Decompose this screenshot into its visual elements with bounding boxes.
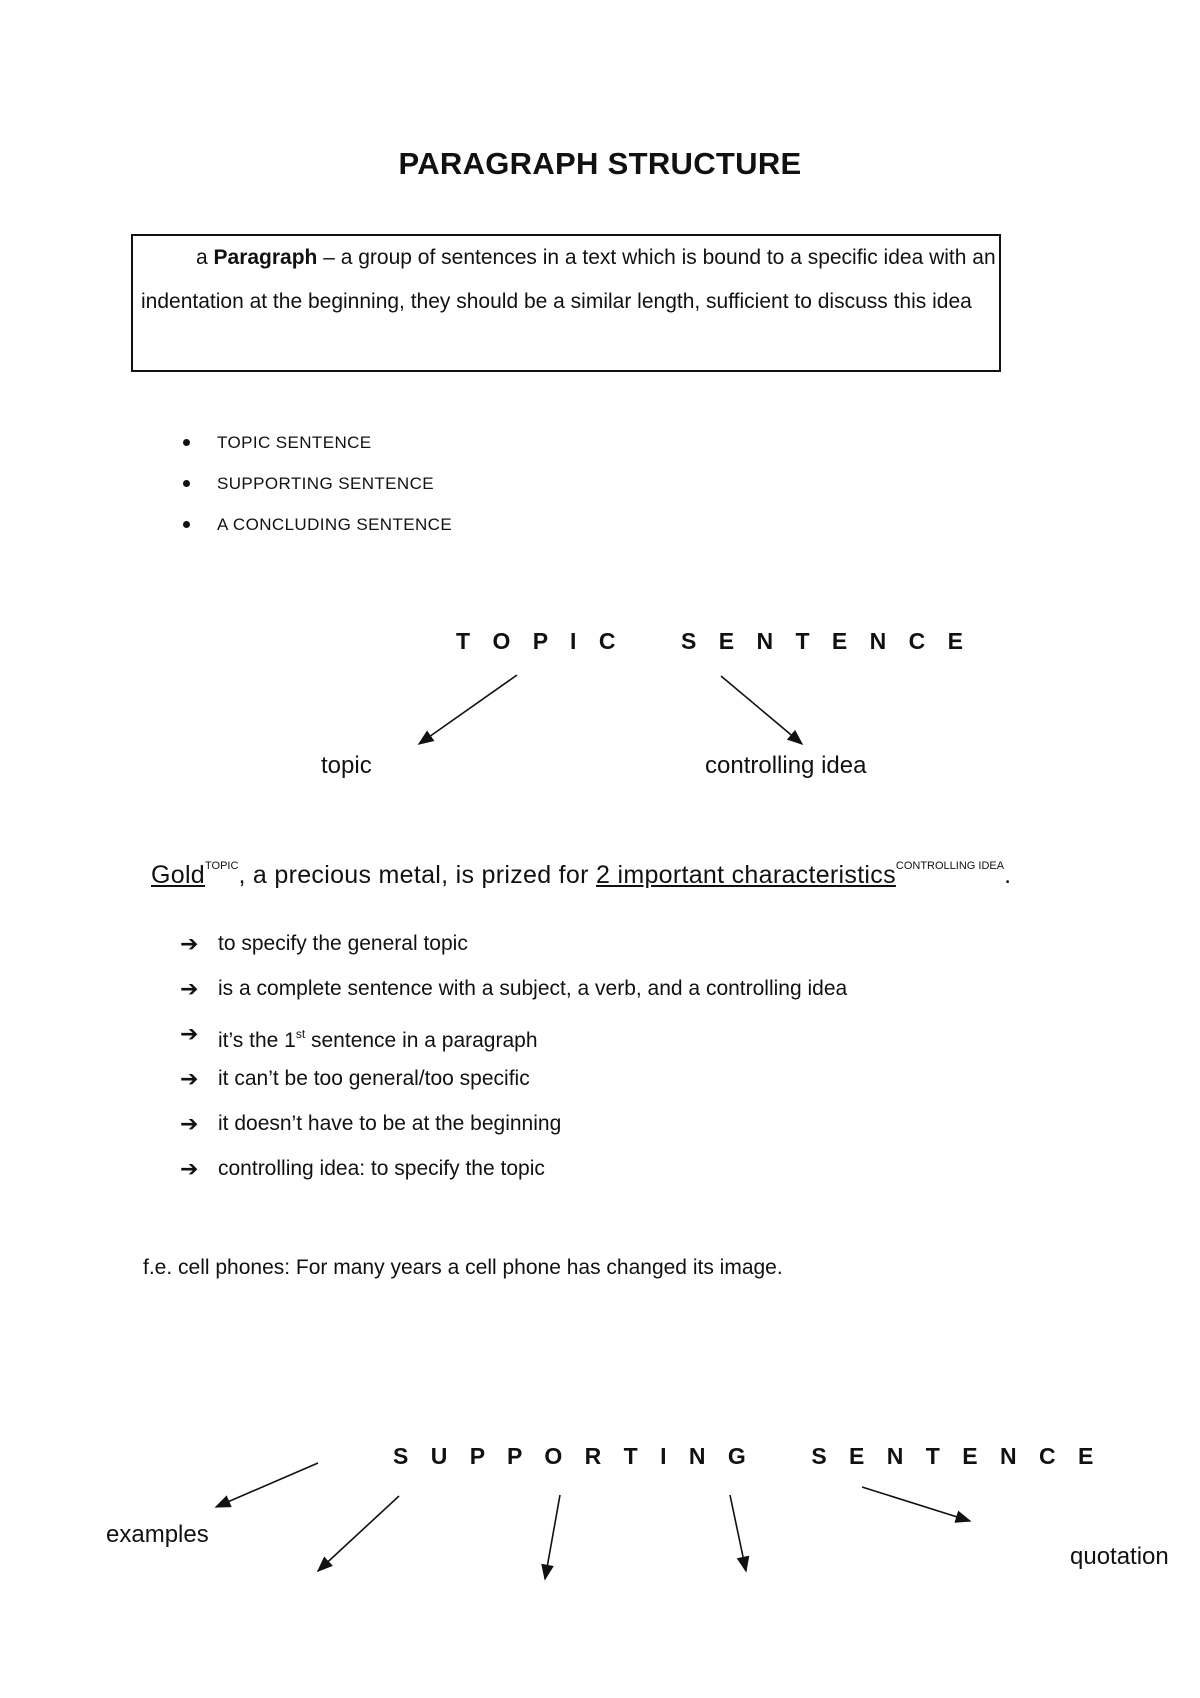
list-item: A CONCLUDING SENTENCE — [183, 510, 452, 551]
controlling-idea-superscript: CONTROLLING IDEA — [895, 860, 1005, 872]
example-controlling-phrase: 2 important characteristics — [596, 861, 896, 889]
quotation-label: quotation — [1070, 1543, 1169, 1570]
definition-term: Paragraph — [213, 246, 318, 269]
examples-label: examples — [106, 1521, 209, 1548]
topic-arrow-right — [721, 676, 802, 744]
list-item: ➔ it doesn’t have to be at the beginning — [180, 1105, 847, 1150]
supporting-arrow-2 — [318, 1496, 399, 1571]
arrow-right-icon: ➔ — [180, 931, 199, 956]
arrow-right-icon: ➔ — [180, 976, 199, 1001]
arrow-right-icon: ➔ — [180, 1111, 199, 1136]
list-item: SUPPORTING SENTENCE — [183, 469, 452, 510]
example-topic-word: Gold — [151, 861, 206, 889]
controlling-idea-label: controlling idea — [705, 752, 867, 779]
list-item: ➔ to specify the general topic — [180, 925, 847, 970]
page-title: PARAGRAPH STRUCTURE — [398, 146, 802, 181]
definition-lead: a — [196, 246, 214, 269]
topic-superscript: TOPIC — [205, 860, 239, 872]
example-cell-phones: f.e. cell phones: For many years a cell phone has changed its image. — [143, 1256, 783, 1279]
list-item: ➔ it’s the 1st sentence in a paragraph — [180, 1015, 847, 1060]
supporting-sentence-heading: S U P P O R T I N G S E N T E N C E — [393, 1443, 1102, 1469]
list-item: ➔ controlling idea: to specify the topic — [180, 1150, 847, 1195]
supporting-arrow-5 — [862, 1487, 970, 1521]
topic-sentence-heading: T O P I C S E N T E N C E — [456, 628, 971, 654]
arrow-right-icon: ➔ — [180, 1156, 199, 1181]
supporting-arrow-4 — [730, 1495, 746, 1571]
supporting-arrow-3 — [545, 1495, 560, 1579]
list-item: ➔ is a complete sentence with a subject, a verb, and a controlling idea — [180, 970, 847, 1015]
arrow-right-icon: ➔ — [180, 1066, 199, 1091]
list-item: ➔ it can’t be too general/too specific — [180, 1060, 847, 1105]
topic-arrow-left — [419, 675, 517, 744]
list-item: TOPIC SENTENCE — [183, 428, 452, 469]
supporting-arrow-1 — [216, 1463, 318, 1507]
example-sentence: Gold$^{TOPIC}$, a precious metal, is prized for 2 important characteristics$^{CONTROLLING IDEA}$. — [151, 860, 1012, 889]
arrow-right-icon: ➔ — [180, 1021, 199, 1046]
topic-label: topic — [321, 752, 372, 779]
definition-text: – a group of sentences in a text which is bound to a specific idea with an indentation at the beginning, they should be a similar length, sufficient to discuss this idea — [141, 246, 996, 313]
